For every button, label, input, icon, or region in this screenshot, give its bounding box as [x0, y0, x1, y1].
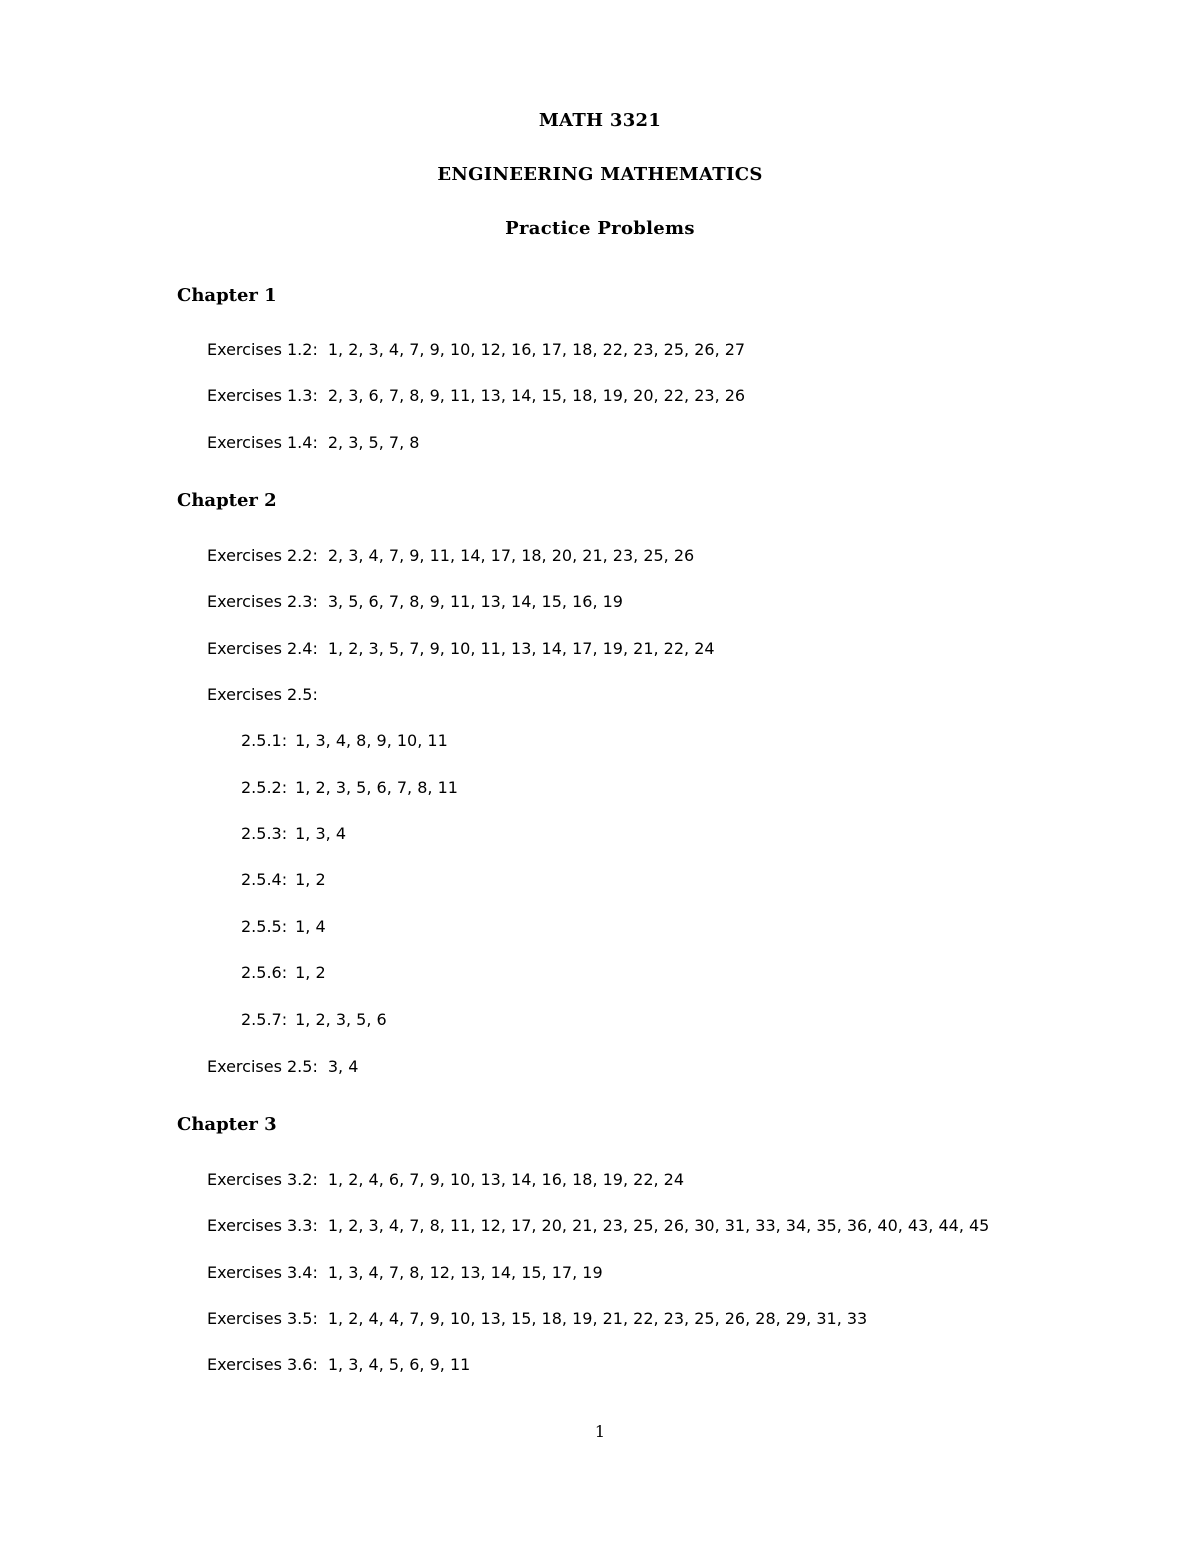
subsection-row — [241, 778, 458, 797]
subsection-problems: 1, 3, 4 — [295, 824, 346, 843]
exercise-problems: 2, 3, 5, 7, 8 — [327, 433, 420, 452]
exercise-problems: 1, 2, 3, 4, 7, 8, 11, 12, 17, 20, 21, 23, 25, 26, 30, 31, 33, 34, 35, 36, 40, 43, 44, 45 — [327, 1216, 990, 1235]
exercise-problems: 1, 2, 3, 5, 7, 9, 10, 11, 13, 14, 17, 19, 21, 22, 24 — [327, 639, 715, 658]
exercise-problems: 2, 3, 6, 7, 8, 9, 11, 13, 14, 15, 18, 19, 20, 22, 23, 26 — [327, 386, 746, 405]
exercise-label: Exercises 2.5: — [207, 1057, 318, 1076]
exercise-row — [207, 1309, 867, 1328]
subsection-row — [241, 963, 326, 982]
exercise-row — [207, 1057, 358, 1076]
subsection-label: 2.5.5: — [241, 917, 288, 936]
subsection-row — [241, 731, 448, 750]
exercise-label: Exercises 1.3: — [207, 386, 318, 405]
exercise-label: Exercises 1.4: — [207, 433, 318, 452]
exercise-problems: 1, 2, 3, 4, 7, 9, 10, 12, 16, 17, 18, 22, 23, 25, 26, 27 — [327, 340, 746, 359]
subsection-row — [241, 917, 326, 936]
page-number: 1 — [594, 1422, 606, 1441]
exercise-label: Exercises 2.3: — [207, 592, 318, 611]
exercise-row — [207, 340, 745, 359]
subsection-problems: 1, 3, 4, 8, 9, 10, 11 — [295, 731, 448, 750]
chapter-3-heading: Chapter 3 — [177, 1114, 277, 1135]
document-title: Practice Problems — [505, 218, 695, 239]
exercise-label: Exercises 3.4: — [207, 1263, 318, 1282]
exercise-label: Exercises 2.5: — [207, 685, 318, 704]
chapter-1-heading: Chapter 1 — [177, 285, 277, 306]
exercise-row — [207, 685, 328, 704]
chapter-2-heading: Chapter 2 — [177, 490, 277, 511]
subsection-label: 2.5.1: — [241, 731, 288, 750]
subsection-label: 2.5.2: — [241, 778, 288, 797]
exercise-row — [207, 1355, 470, 1374]
exercise-label: Exercises 3.6: — [207, 1355, 318, 1374]
course-title: ENGINEERING MATHEMATICS — [437, 164, 763, 185]
exercise-label: Exercises 2.4: — [207, 639, 318, 658]
exercise-label: Exercises 1.2: — [207, 340, 318, 359]
exercise-problems: 3, 4 — [327, 1057, 359, 1076]
exercise-row — [207, 1216, 989, 1235]
exercise-row — [207, 1170, 684, 1189]
subsection-problems: 1, 2 — [295, 870, 326, 889]
exercise-row — [207, 546, 694, 565]
exercise-label: Exercises 3.3: — [207, 1216, 318, 1235]
subsection-problems: 1, 2 — [295, 963, 326, 982]
course-number: MATH 3321 — [538, 110, 662, 131]
exercise-row — [207, 1263, 603, 1282]
subsection-label: 2.5.4: — [241, 870, 288, 889]
exercise-label: Exercises 2.2: — [207, 546, 318, 565]
subsection-problems: 1, 2, 3, 5, 6, 7, 8, 11 — [295, 778, 458, 797]
exercise-row — [207, 639, 715, 658]
exercise-row — [207, 592, 623, 611]
exercise-problems: 1, 2, 4, 4, 7, 9, 10, 13, 15, 18, 19, 21, 22, 23, 25, 26, 28, 29, 31, 33 — [327, 1309, 868, 1328]
subsection-problems: 1, 2, 3, 5, 6 — [295, 1010, 387, 1029]
subsection-label: 2.5.7: — [241, 1010, 288, 1029]
subsection-label: 2.5.6: — [241, 963, 288, 982]
exercise-problems: 3, 5, 6, 7, 8, 9, 11, 13, 14, 15, 16, 19 — [327, 592, 623, 611]
exercise-problems: 1, 2, 4, 6, 7, 9, 10, 13, 14, 16, 18, 19, 22, 24 — [327, 1170, 685, 1189]
subsection-row — [241, 870, 326, 889]
exercise-problems: 1, 3, 4, 7, 8, 12, 13, 14, 15, 17, 19 — [327, 1263, 603, 1282]
subsection-problems: 1, 4 — [295, 917, 326, 936]
subsection-label: 2.5.3: — [241, 824, 288, 843]
subsection-row — [241, 1010, 387, 1029]
exercise-problems: 1, 3, 4, 5, 6, 9, 11 — [327, 1355, 471, 1374]
exercise-label: Exercises 3.5: — [207, 1309, 318, 1328]
subsection-row — [241, 824, 346, 843]
exercise-row — [207, 386, 745, 405]
exercise-row — [207, 433, 419, 452]
exercise-label: Exercises 3.2: — [207, 1170, 318, 1189]
exercise-problems: 2, 3, 4, 7, 9, 11, 14, 17, 18, 20, 21, 23, 25, 26 — [327, 546, 695, 565]
